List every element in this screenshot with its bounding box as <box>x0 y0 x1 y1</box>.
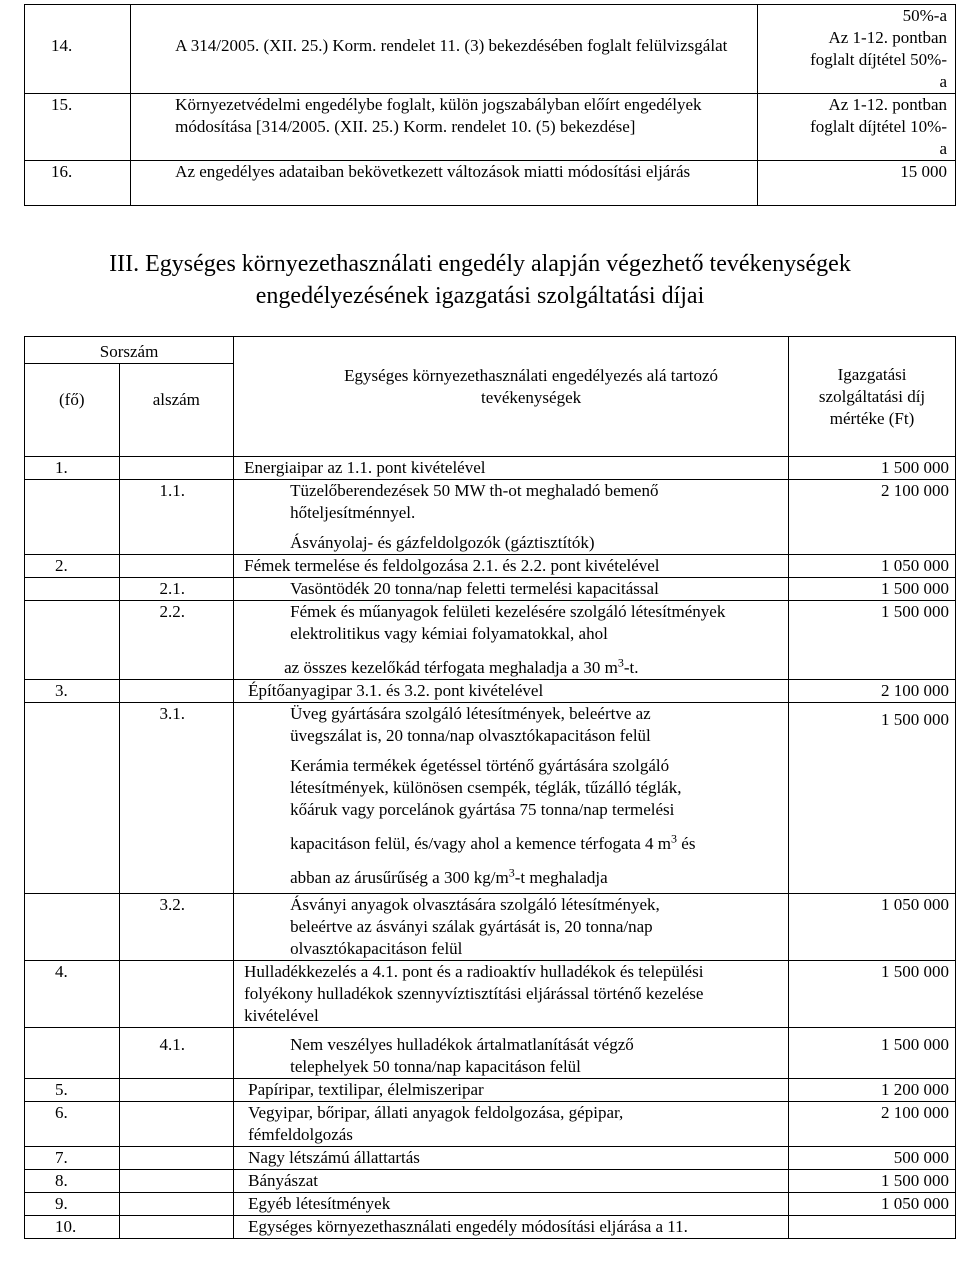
main-number: 7. <box>25 1147 120 1170</box>
sub-number: 1.1. <box>119 480 234 555</box>
table-row <box>25 5 956 94</box>
fee-amount: 1 200 000 <box>789 1079 956 1102</box>
sub-number: 3.2. <box>119 894 234 961</box>
activity-text: Papíripar, textilipar, élelmiszeripar <box>234 1079 789 1102</box>
activity-text-part: Tüzelőberendezések 50 MW th-ot meghaladó bemenő hőteljesítménnyel. <box>290 481 659 522</box>
activity-text <box>234 601 789 680</box>
table-header-row <box>25 337 956 364</box>
main-number: 6. <box>25 1102 120 1147</box>
activity-text: Bányászat <box>234 1170 789 1193</box>
header-fo: (fő) <box>25 364 120 457</box>
table-row <box>25 1216 956 1239</box>
sub-number: 3.1. <box>119 703 234 894</box>
fee-amount: 1 500 000 <box>789 601 956 680</box>
sub-number <box>119 555 234 578</box>
row-fee-carryover: 50%-a <box>902 6 947 25</box>
table-row <box>25 1079 956 1102</box>
superscript: 3 <box>671 831 678 846</box>
main-number: 9. <box>25 1193 120 1216</box>
fee-amount: 1 500 000 <box>789 578 956 601</box>
table-row <box>25 680 956 703</box>
fee-amount <box>789 1216 956 1239</box>
fee-table-continued <box>24 4 956 206</box>
activity-text-part: Kerámia termékek égetéssel történő gyártására szolgáló létesítmények, különösen csempék, téglák, tűzálló téglák, kőáruk vagy porcelánok gyártása 75 tonna/nap termelési <box>290 756 682 819</box>
activity-text: Nagy létszámú állattartás <box>234 1147 789 1170</box>
row-fee <box>758 94 956 161</box>
fee-amount: 1 500 000 <box>789 703 956 894</box>
main-number: 8. <box>25 1170 120 1193</box>
sub-number: 2.1. <box>119 578 234 601</box>
table-row <box>25 894 956 961</box>
fee-amount: 1 500 000 <box>789 961 956 1028</box>
row-description <box>131 5 758 94</box>
header-activities: Egységes környezethasználati engedélyezés alá tartozó tevékenységek <box>234 337 789 457</box>
activity-text: Fémek termelése és feldolgozása 2.1. és 2.2. pont kivételével <box>234 555 789 578</box>
fee-amount: 1 050 000 <box>789 894 956 961</box>
sub-number: 4.1. <box>119 1028 234 1079</box>
row-fee-text: Az 1-12. pontban foglalt díjtétel 50%-a <box>810 28 947 91</box>
text-run: -t meghaladja <box>514 868 608 887</box>
activity-text: Vegyipar, bőripar, állati anyagok feldolgozása, gépipar, fémfeldolgozás <box>234 1102 789 1147</box>
activity-text-part <box>290 855 698 893</box>
row-fee <box>758 5 956 94</box>
header-sorszam: Sorszám <box>25 337 234 364</box>
sub-number <box>119 457 234 480</box>
table-row <box>25 703 956 894</box>
row-number: 15. <box>25 94 131 161</box>
table-row <box>25 601 956 680</box>
row-fee-text: Az 1-12. pontban foglalt díjtétel 10%-a <box>810 95 947 158</box>
table-row <box>25 94 956 161</box>
sub-number <box>119 1147 234 1170</box>
activity-text-part: Ásványolaj- és gázfeldolgozók (gáztisztítók) <box>290 533 595 552</box>
text-run: és <box>677 834 696 853</box>
sub-number <box>119 680 234 703</box>
text-run: kapacitáson felül, és/vagy ahol a kemence térfogata 4 m <box>290 834 672 853</box>
main-number: 4. <box>25 961 120 1028</box>
table-row <box>25 480 956 555</box>
activity-text: Építőanyagipar 3.1. és 3.2. pont kivételével <box>234 680 789 703</box>
activity-text <box>234 480 789 555</box>
main-number: 5. <box>25 1079 120 1102</box>
sub-number <box>119 1102 234 1147</box>
row-description: Környezetvédelmi engedélybe foglalt, külön jogszabályban előírt engedélyek módosítása [314/2005. (XII. 25.) Korm. rendelet 10. (5) bekezdése] <box>131 94 758 161</box>
main-number: 1. <box>25 457 120 480</box>
activity-text <box>234 703 789 894</box>
activity-text: Energiaipar az 1.1. pont kivételével <box>234 457 789 480</box>
fee-amount: 2 100 000 <box>789 480 956 555</box>
superscript: 3 <box>508 865 515 880</box>
row-description-text: A 314/2005. (XII. 25.) Korm. rendelet 11. (3) bekezdésében foglalt felülvizsgálat <box>175 36 728 55</box>
main-number: 3. <box>25 680 120 703</box>
text-run: az összes kezelőkád térfogata meghaladja a 30 m <box>284 658 618 677</box>
main-number <box>25 480 120 555</box>
row-number: 14. <box>25 5 131 94</box>
main-number <box>25 1028 120 1079</box>
header-fee: Igazgatási szolgáltatási díj mértéke (Ft) <box>789 337 956 457</box>
fee-amount: 500 000 <box>789 1147 956 1170</box>
sub-number <box>119 1079 234 1102</box>
fee-amount: 1 500 000 <box>789 1028 956 1079</box>
activity-text: Egyéb létesítmények <box>234 1193 789 1216</box>
table-row <box>25 1102 956 1147</box>
sub-number <box>119 1216 234 1239</box>
fee-amount: 1 500 000 <box>789 1170 956 1193</box>
main-number: 2. <box>25 555 120 578</box>
row-number: 16. <box>25 161 131 206</box>
fee-amount: 2 100 000 <box>789 680 956 703</box>
table-row <box>25 1147 956 1170</box>
table-row <box>25 555 956 578</box>
main-number <box>25 894 120 961</box>
table-row <box>25 961 956 1028</box>
fee-table <box>24 336 956 1239</box>
section-heading-line-2: engedélyezésének igazgatási szolgáltatási díjai <box>255 283 705 309</box>
superscript: 3 <box>617 655 624 670</box>
table-row <box>25 457 956 480</box>
row-fee: 15 000 <box>758 161 956 206</box>
activity-text-part: Fémek és műanyagok felületi kezelésére szolgáló létesítmények elektrolitikus vagy kémiai folyamatokkal, ahol <box>290 602 726 643</box>
activity-text: Hulladékkezelés a 4.1. pont és a radioaktív hulladékok és települési folyékony hulladékok szennyvíztisztítási eljárással történő kezelése kivételével <box>234 961 789 1028</box>
fee-amount: 2 100 000 <box>789 1102 956 1147</box>
main-number <box>25 578 120 601</box>
section-heading <box>0 248 960 312</box>
sub-number <box>119 1170 234 1193</box>
section-heading-line-1: III. Egységes környezethasználati engedély alapján végezhető tevékenységek <box>109 251 851 277</box>
activity-text-part <box>290 821 698 855</box>
main-number <box>25 601 120 680</box>
main-number <box>25 703 120 894</box>
fee-amount: 1 050 000 <box>789 555 956 578</box>
sub-number <box>119 1193 234 1216</box>
activity-text: Egységes környezethasználati engedély módosítási eljárása a 11. <box>234 1216 789 1239</box>
table-row <box>25 1170 956 1193</box>
text-run: -t. <box>623 658 639 677</box>
table-row <box>25 578 956 601</box>
text-run: abban az árusűrűség a 300 kg/m <box>290 868 509 887</box>
row-description: Az engedélyes adataiban bekövetkezett változások miatti módosítási eljárás <box>131 161 758 206</box>
table-row <box>25 161 956 206</box>
activity-text: Ásványi anyagok olvasztására szolgáló létesítmények, beleértve az ásványi szálak gyártását is, 20 tonna/nap olvasztókapacitáson felül <box>234 894 789 961</box>
header-alszam: alszám <box>119 364 234 457</box>
table-row <box>25 1193 956 1216</box>
fee-amount: 1 500 000 <box>789 457 956 480</box>
sub-number: 2.2. <box>119 601 234 680</box>
activity-text: Vasöntödék 20 tonna/nap feletti termelési kapacitással <box>234 578 789 601</box>
activity-text: Nem veszélyes hulladékok ártalmatlanítását végző telephelyek 50 tonna/nap kapacitáson felül <box>234 1028 789 1079</box>
activity-text-part <box>284 645 782 679</box>
fee-amount: 1 050 000 <box>789 1193 956 1216</box>
table-row <box>25 1028 956 1079</box>
main-number: 10. <box>25 1216 120 1239</box>
sub-number <box>119 961 234 1028</box>
activity-text-part: Üveg gyártására szolgáló létesítmények, beleértve az üvegszálat is, 20 tonna/nap olvasztókapacitáson felül <box>290 704 651 745</box>
